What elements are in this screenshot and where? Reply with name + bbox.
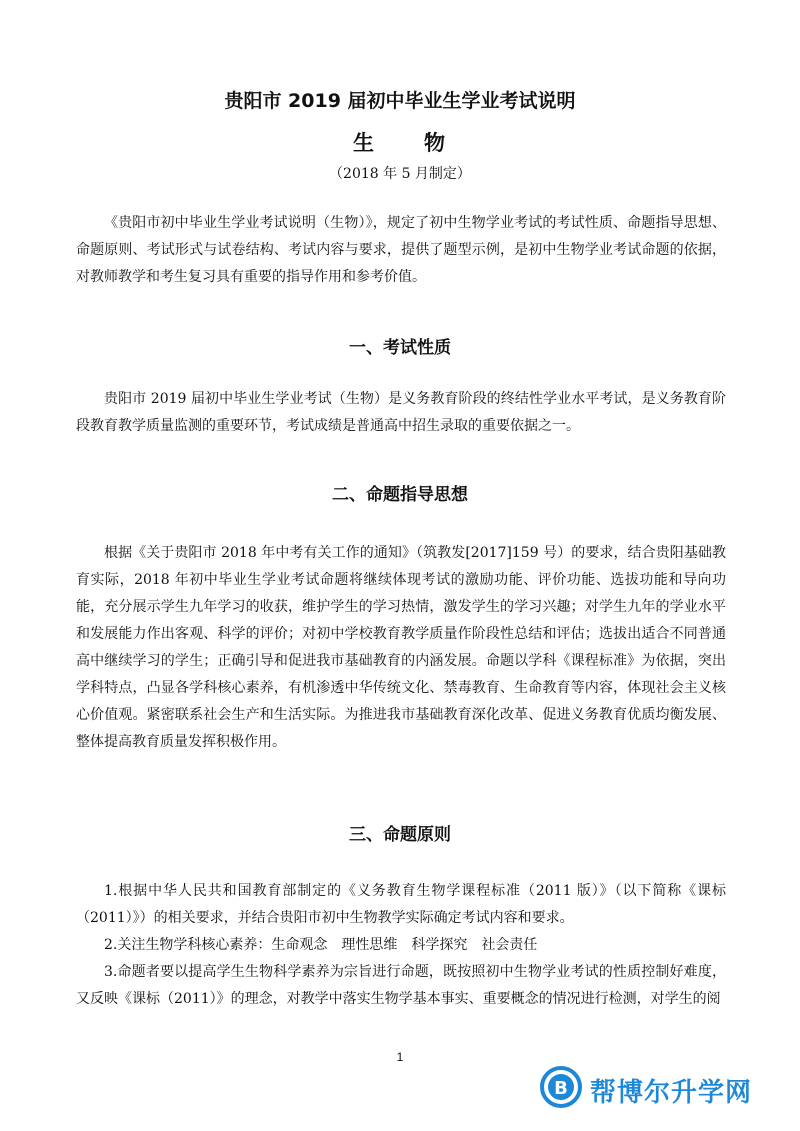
- subject-char-1: 生: [353, 131, 376, 155]
- subject-heading: [0, 127, 800, 157]
- document-title: 贵阳市 2019 届初中毕业生学业考试说明: [224, 90, 576, 112]
- list-item: 2.关注生物学科核心素养：生命观念 理性思维 科学探究 社会责任: [104, 937, 538, 953]
- list-item: 1.根据中华人民共和国教育部制定的《义务教育生物学课程标准（2011 版）》（以下简称《课标（2011）》）的相关要求，并结合贵阳市初中生物教学实际确定考试内容和要求。: [76, 883, 726, 926]
- watermark-logo-letter: B: [554, 1078, 568, 1099]
- subject-char-2: 物: [424, 131, 447, 155]
- section-heading-3: 三、命题原则: [349, 825, 451, 845]
- section-2-text: 根据《关于贵阳市 2018 年中考有关工作的通知》（筑教发[2017]159 号）的要求，结合贵阳基础教育实际，2018 年初中毕业生学业考试命题将继续体现考试的激励功能、评价功能、选拔功能和导向功能，充分展示学生九年学习的收获，维护学生的学习热情，激发学生的学习兴趣；对学生九年的学业水平和发展能力作出客观、科学的评价；对初中学校教育教学质量作阶段性总结和评估；选拔出适合不同普通高中继续学习的学生；正确引导和促进我市基础教育的内涵发展。命题以学科《课程标准》为依据，突出学科特点，凸显各学科核心素养，有机渗透中华传统文化、禁毒教育、生命教育等内容，体现社会主义核心价值观。紧密联系社会生产和生活实际。为推进我市基础教育深化改革、促进义务教育优质均衡发展、整体提高教育质量发挥积极作用。: [76, 545, 726, 750]
- intro-paragraph: [76, 210, 726, 291]
- intro-text: 《贵阳市初中毕业生学业考试说明（生物）》，规定了初中生物学业考试的考试性质、命题指导思想、命题原则、考试形式与试卷结构、考试内容与要求，提供了题型示例，是初中生物学业考试命题的依据，对教师教学和考生复习具有重要的指导作用和参考价值。: [76, 215, 726, 285]
- page-number: 1: [396, 1050, 404, 1064]
- section-1-paragraph: [76, 386, 726, 440]
- section-heading-1: 一、考试性质: [349, 338, 451, 358]
- list-item: 3.命题者要以提高学生生物科学素养为宗旨进行命题，既按照初中生物学业考试的性质控制好难度，又反映《课标（2011）》的理念，对教学中落实生物学基本事实、重要概念的情况进行检测，对学生的阅: [76, 964, 726, 1007]
- section-heading-2: 二、命题指导思想: [332, 485, 468, 505]
- section-3-list: [76, 878, 726, 1013]
- watermark: [540, 1066, 780, 1110]
- date-line: （2018 年 5 月制定）: [329, 166, 471, 182]
- section-2-paragraph: [76, 540, 726, 756]
- section-1-text: 贵阳市 2019 届初中毕业生学业考试（生物）是义务教育阶段的终结性学业水平考试，是义务教育阶段教育教学质量监测的重要环节，考试成绩是普通高中招生录取的重要依据之一。: [76, 391, 726, 434]
- watermark-text: 帮博尔升学网: [590, 1078, 753, 1108]
- watermark-logo-icon: [540, 1066, 582, 1108]
